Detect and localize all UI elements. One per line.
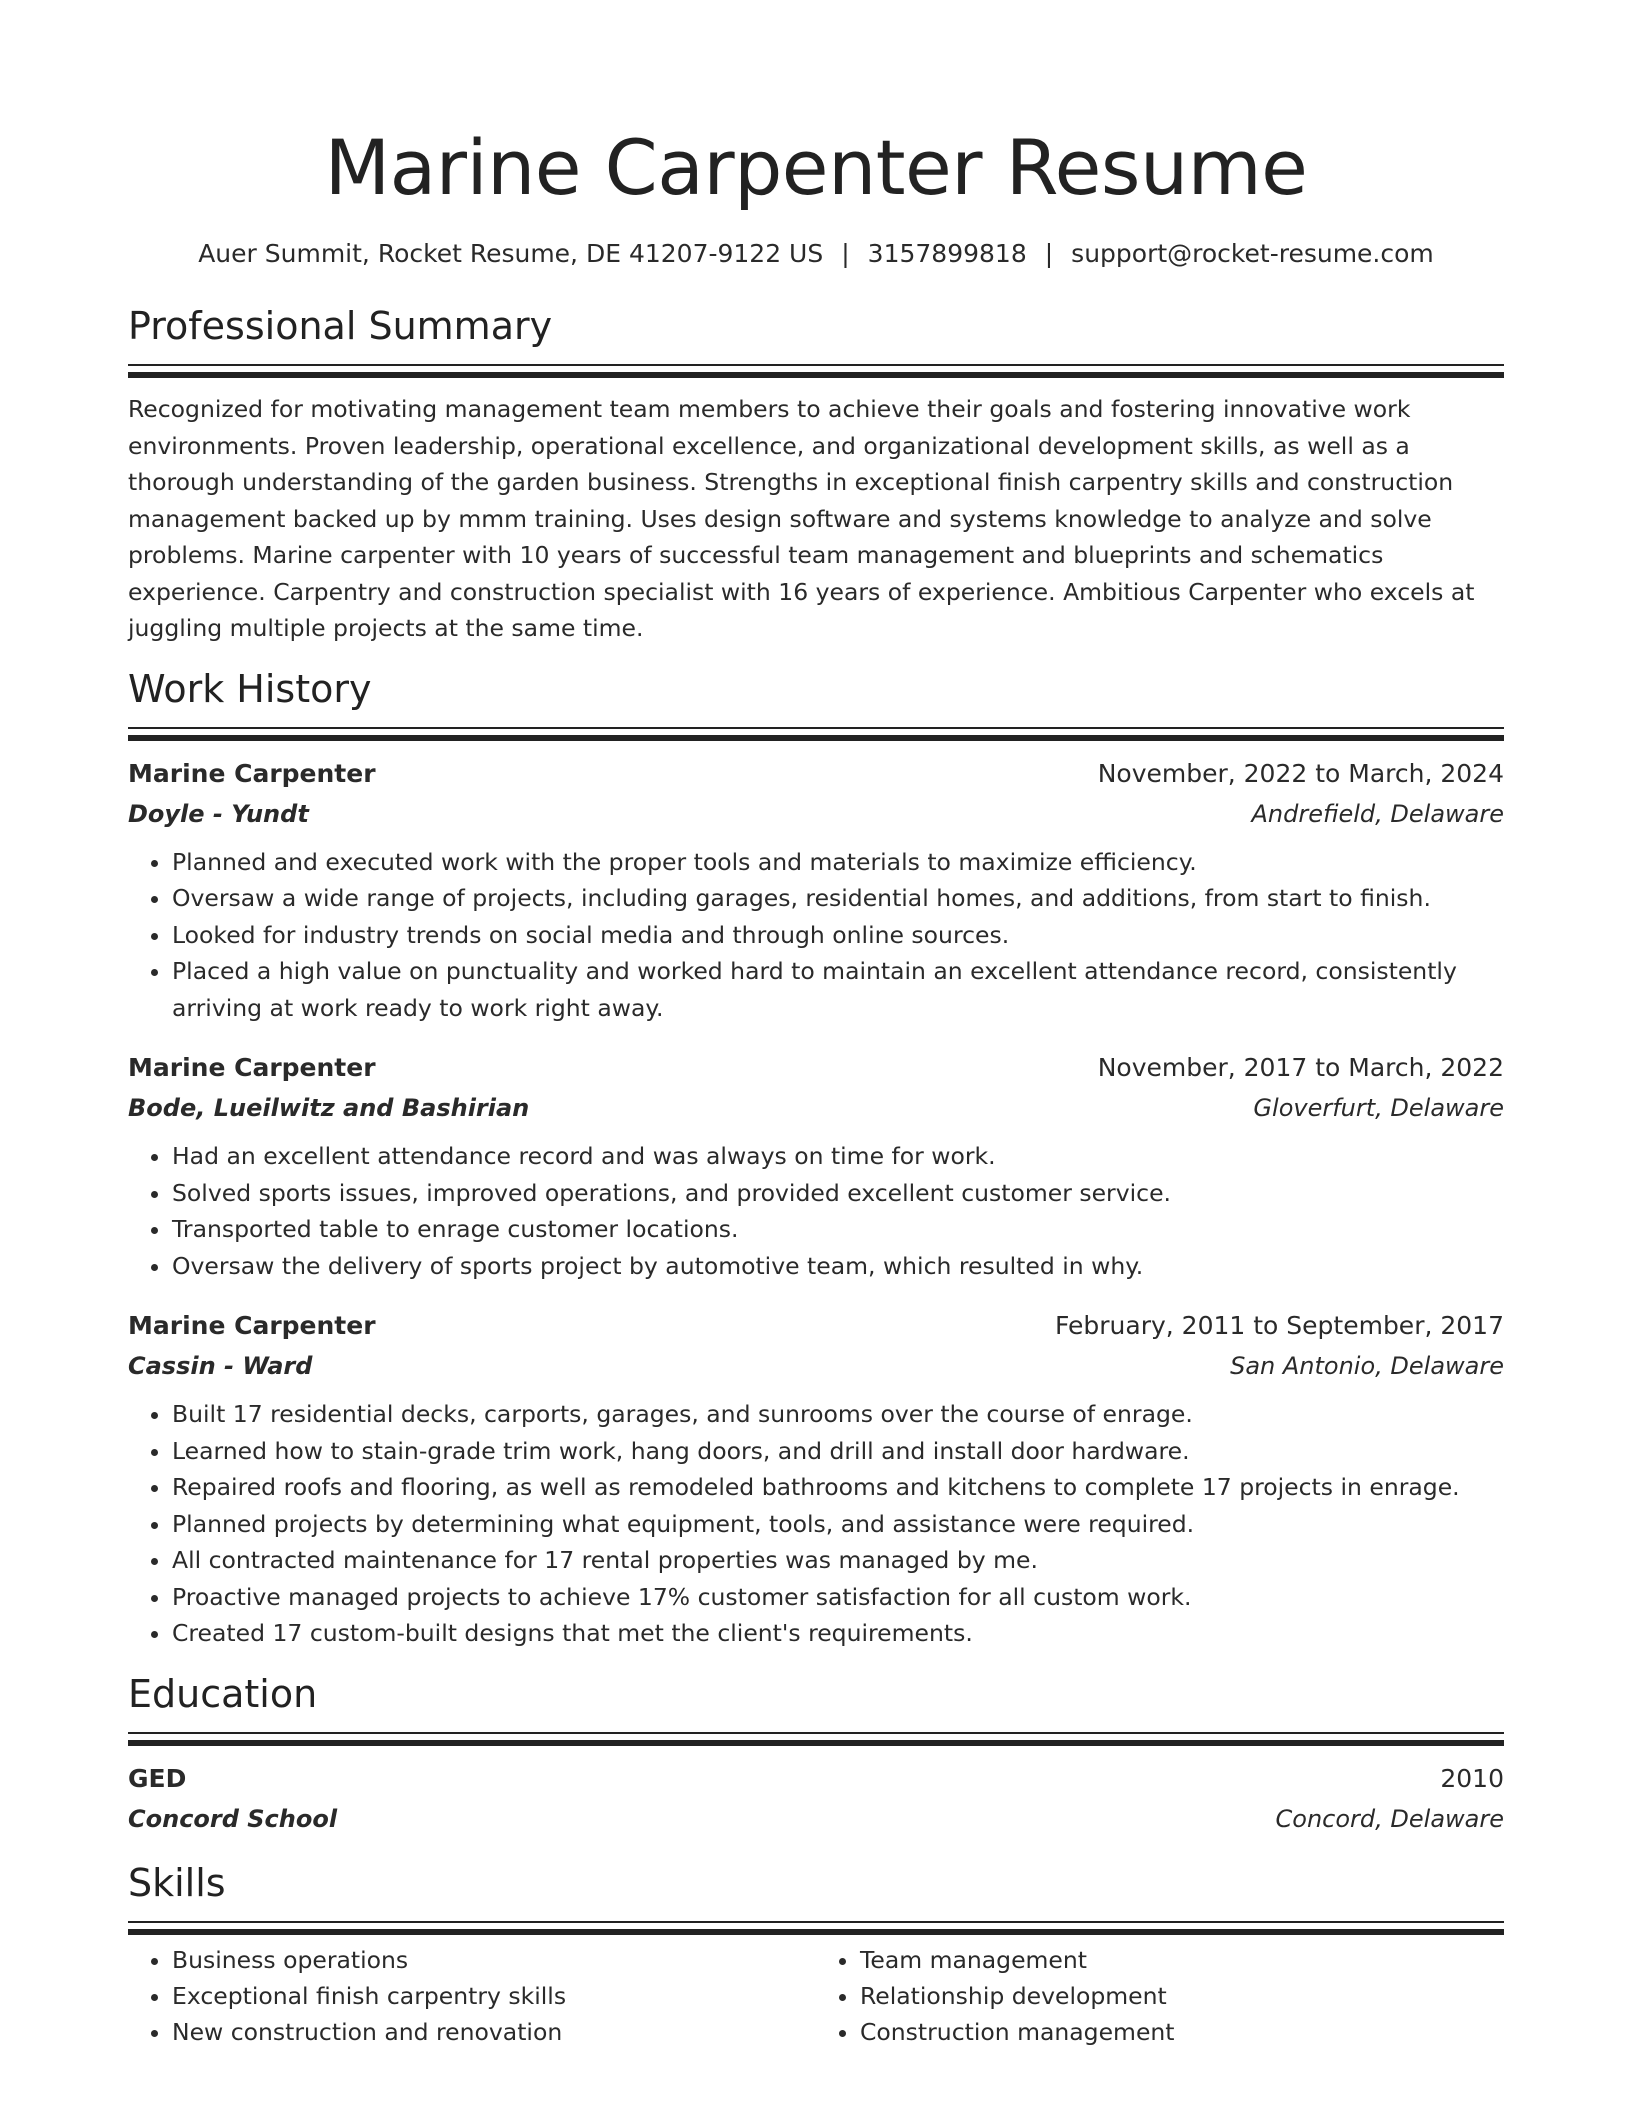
skill-item: • Relationship development	[860, 1978, 1504, 2014]
contact-phone: 3157899818	[867, 239, 1027, 268]
bullet-item: • Created 17 custom-built designs that met the client's requirements.	[172, 1615, 1504, 1652]
contact-separator: |	[841, 239, 850, 268]
skill-item: • Exceptional finish carpentry skills	[172, 1978, 816, 2014]
job-entry	[128, 754, 1504, 1027]
bullet-item: • Had an excellent attendance record and was always on time for work.	[172, 1138, 1504, 1175]
skill-item: • Business operations	[172, 1942, 816, 1978]
bullet-item: • Placed a high value on punctuality and worked hard to maintain an excellent attendance record, consistently arriving at work ready to work right away.	[172, 953, 1504, 1026]
resume-title: Marine Carpenter Resume	[324, 123, 1308, 212]
job-entry	[128, 1048, 1504, 1284]
summary-section	[128, 302, 1504, 647]
job-location: San Antonio, Delaware	[1230, 1352, 1504, 1380]
section-title-work-history: Work History	[128, 666, 372, 711]
bullet-item: • Transported table to enrage customer locations.	[172, 1211, 1504, 1248]
job-location: Gloverfurt, Delaware	[1253, 1094, 1504, 1122]
section-title-skills: Skills	[128, 1860, 226, 1905]
contact-address: Auer Summit, Rocket Resume, DE 41207-9122 US	[198, 239, 824, 268]
bullet-item: • All contracted maintenance for 17 rental properties was managed by me.	[172, 1542, 1504, 1579]
skills-list-right	[816, 1942, 1504, 2050]
job-title: Marine Carpenter	[128, 758, 376, 788]
education-entry	[128, 1759, 1504, 1839]
section-title-education: Education	[128, 1671, 318, 1716]
bullet-item: • Solved sports issues, improved operations, and provided excellent customer service.	[172, 1175, 1504, 1212]
contact-email: support@rocket-resume.com	[1071, 239, 1434, 268]
skills-section	[128, 1859, 1504, 2050]
education-year: 2010	[1440, 1763, 1504, 1793]
job-bullets	[128, 1138, 1504, 1284]
job-entry	[128, 1306, 1504, 1652]
contact-separator: |	[1044, 239, 1054, 268]
bullet-item: • Oversaw the delivery of sports project by automotive team, which resulted in why.	[172, 1248, 1504, 1285]
work-history-section	[128, 665, 1504, 1652]
education-school: Concord School	[128, 1804, 338, 1833]
job-company: Cassin - Ward	[128, 1352, 313, 1380]
section-divider	[128, 1921, 1504, 1934]
job-title: Marine Carpenter	[128, 1311, 376, 1340]
section-divider	[128, 364, 1504, 377]
job-bullets	[128, 844, 1504, 1027]
skill-item: • New construction and renovation	[172, 2014, 816, 2050]
bullet-item: • Proactive managed projects to achieve 17% customer satisfaction for all custom work.	[172, 1579, 1504, 1616]
job-company: Doyle - Yundt	[128, 799, 309, 828]
bullet-item: • Oversaw a wide range of projects, including garages, residential homes, and additions, from start to finish.	[172, 880, 1504, 917]
education-degree: GED	[128, 1763, 187, 1793]
education-section	[128, 1670, 1504, 1839]
job-dates: November, 2017 to March, 2022	[1097, 1053, 1504, 1082]
bullet-item: • Looked for industry trends on social media and through online sources.	[172, 917, 1504, 954]
skills-list-left	[128, 1942, 816, 2050]
job-dates: February, 2011 to September, 2017	[1055, 1311, 1504, 1340]
section-title-summary: Professional Summary	[128, 304, 553, 348]
education-location: Concord, Delaware	[1275, 1804, 1504, 1833]
contact-line	[128, 238, 1504, 270]
summary-text: Recognized for motivating management team members to achieve their goals and fostering innovative work environments. Proven leadership, operational excellence, and organizational development skills, as well as a thorough understanding of the garden business. Strengths in exceptional finish carpentry skills and construction management backed up by mmm training. Uses design software and systems knowledge to analyze and solve problems. Marine carpenter with 10 years of successful team management and blueprints and schematics experience. Carpentry and construction specialist with 16 years of experience. Ambitious Carpenter who excels at juggling multiple projects at the same time.	[128, 395, 1475, 642]
bullet-item: • Planned and executed work with the proper tools and materials to maximize efficiency.	[172, 844, 1504, 881]
section-divider	[128, 1732, 1504, 1745]
bullet-item: • Repaired roofs and flooring, as well as remodeled bathrooms and kitchens to complete 17 projects in enrage.	[172, 1469, 1504, 1506]
skill-item: • Team management	[860, 1942, 1504, 1978]
bullet-item: • Planned projects by determining what equipment, tools, and assistance were required.	[172, 1506, 1504, 1543]
bullet-item: • Built 17 residential decks, carports, garages, and sunrooms over the course of enrage.	[172, 1396, 1504, 1433]
section-divider	[128, 727, 1504, 740]
job-company: Bode, Lueilwitz and Bashirian	[128, 1094, 530, 1122]
job-location: Andrefield, Delaware	[1251, 799, 1504, 828]
job-title: Marine Carpenter	[128, 1053, 376, 1082]
skill-item: • Construction management	[860, 2014, 1504, 2050]
job-dates: November, 2022 to March, 2024	[1097, 758, 1504, 788]
bullet-item: • Learned how to stain-grade trim work, hang doors, and drill and install door hardware.	[172, 1433, 1504, 1470]
job-bullets	[128, 1396, 1504, 1652]
skills-columns	[128, 1942, 1504, 2050]
